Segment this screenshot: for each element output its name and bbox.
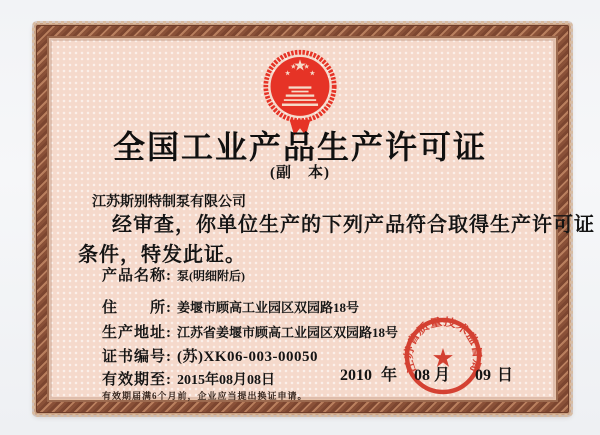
field-certificate-number-label: 证书编号: — [102, 349, 172, 365]
field-residence-value: 姜堰市顾高工业园区双园路18号 — [177, 300, 360, 315]
issue-date-month: 08 — [414, 367, 431, 384]
field-product-name — [102, 264, 245, 285]
issue-date-day-unit: 日 — [497, 367, 514, 384]
field-valid-until-label: 有效期至: — [102, 372, 172, 388]
statement-line-2: 条件，特发此证。 — [78, 244, 246, 266]
seal-text: 江苏省质量技术监督局 — [403, 316, 483, 375]
field-product-name-label: 产品名称: — [102, 268, 172, 284]
issue-date — [340, 362, 513, 385]
field-valid-until — [102, 368, 275, 389]
certificate-subtitle-duplicate-copy: (副 本) — [270, 165, 330, 181]
field-production-address — [102, 321, 398, 342]
field-production-address-label: 生产地址: — [102, 325, 172, 341]
issue-date-year: 2010 — [340, 367, 372, 384]
field-product-name-value: 泵(明细附后) — [177, 269, 245, 283]
field-certificate-number-value: (苏)XK06-003-00050 — [177, 349, 318, 365]
company-name: 江苏斯别特制泵有限公司 — [92, 195, 246, 210]
certificate-title: 全国工业产品生产许可证 — [112, 129, 487, 165]
field-residence — [102, 296, 359, 317]
issue-date-day: 09 — [475, 367, 492, 384]
issue-date-year-unit: 年 — [381, 367, 398, 384]
issue-date-month-unit: 月 — [434, 367, 451, 384]
renewal-note: 有效期届满6个月前，企业应当提出换证申请。 — [102, 391, 308, 401]
field-production-address-value: 江苏省姜堰市顾高工业园区双园路18号 — [177, 325, 399, 340]
statement-line-1: 经审查，你单位生产的下列产品符合取得生产许可证 — [112, 214, 595, 236]
field-residence-label: 住 所: — [102, 300, 172, 316]
field-valid-until-value: 2015年08月08日 — [177, 373, 275, 388]
field-certificate-number — [102, 345, 318, 366]
